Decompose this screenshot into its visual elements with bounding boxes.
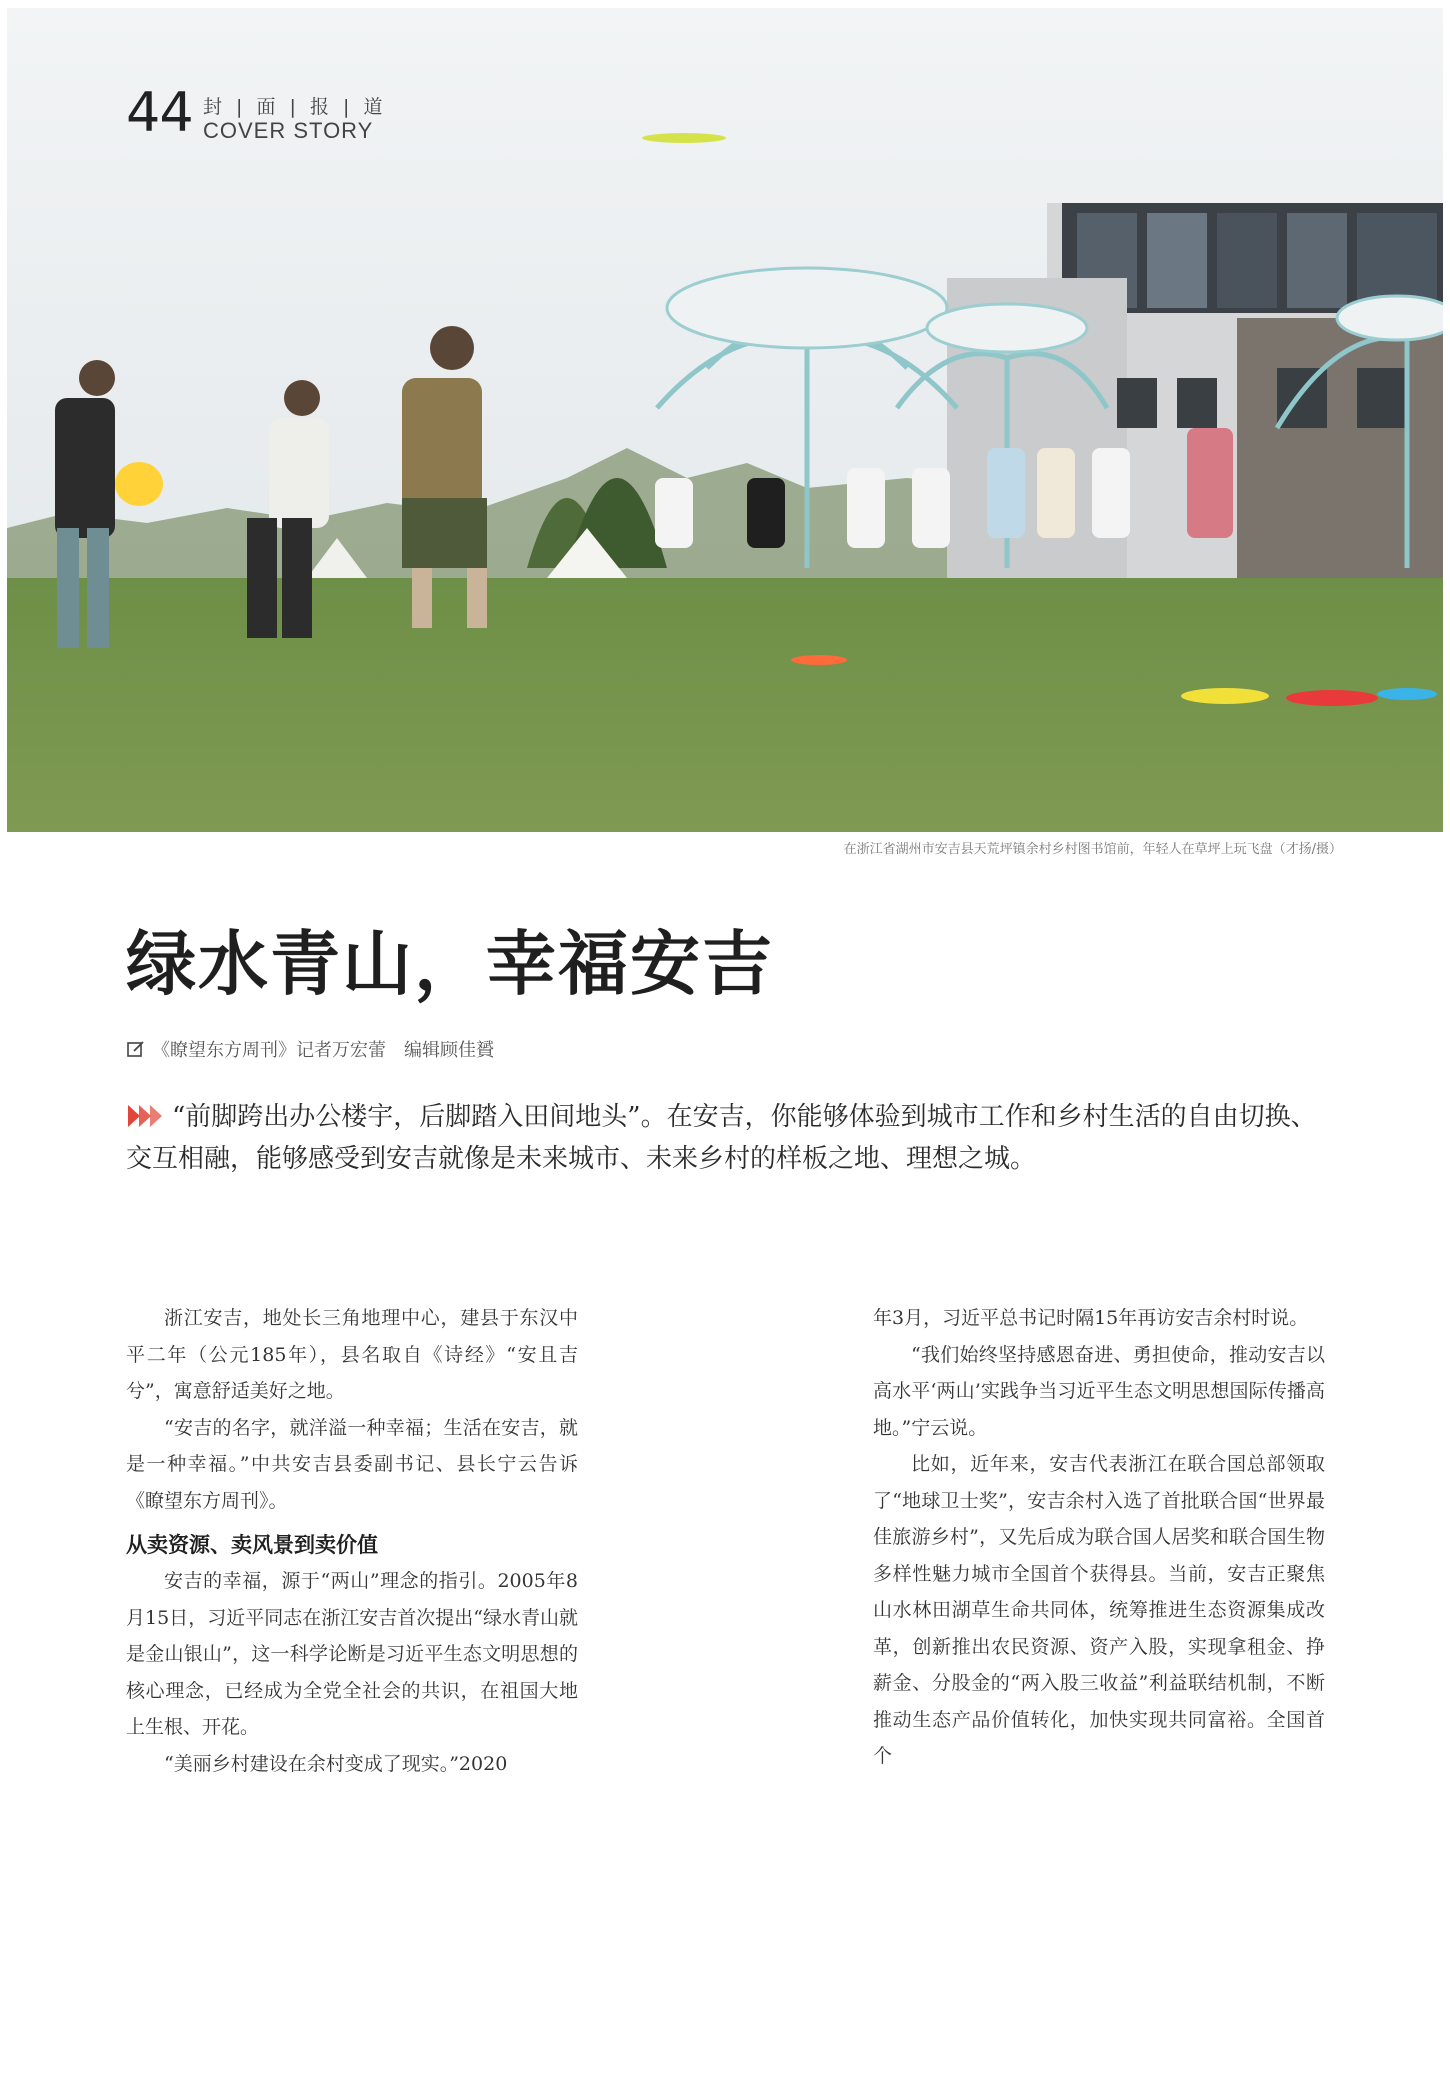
article-title: 绿水青山，幸福安吉	[126, 922, 774, 1005]
byline-text: 《瞭望东方周刊》记者万宏蕾 编辑顾佳贇	[152, 1040, 494, 1061]
body-column-left	[126, 1300, 578, 1782]
paragraph: 年3月，习近平总书记时隔15年再访安吉余村时说。	[873, 1307, 1309, 1329]
body-column-right	[873, 1300, 1325, 1775]
lead-text: “前脚跨出办公楼宇，后脚踏入田间地头”。在安吉，你能够体验到城市工作和乡村生活的自由切换、交互相融，能够感受到安吉就像是未来城市、未来乡村的样板之地、理想之城。	[126, 1102, 1317, 1174]
paragraph: “我们始终坚持感恩奋进、勇担使命，推动安吉以高水平‘两山’实践争当习近平生态文明思想国际传播高地。”宁云说。	[873, 1343, 1325, 1439]
lead-paragraph	[126, 1096, 1336, 1180]
paragraph: “安吉的名字，就洋溢一种幸福；生活在安吉，就是一种幸福。”中共安吉县委副书记、县长宁云告诉《瞭望东方周刊》。	[126, 1416, 578, 1512]
paragraph: 安吉的幸福，源于“两山”理念的指引。2005年8月15日，习近平同志在浙江安吉首次提出“绿水青山就是金山银山”，这一科学论断是习近平生态文明思想的核心理念，已经成为全党全社会的共识，在祖国大地上生根、开花。	[126, 1570, 578, 1738]
paragraph: 比如，近年来，安吉代表浙江在联合国总部领取了“地球卫士奖”，安吉余村入选了首批联合国“世界最佳旅游乡村”，又先后成为联合国人居奖和联合国生物多样性魅力城市全国首个获得县。当前，安吉正聚焦山水林田湖草生命共同体，统筹推进生态资源集成改革，创新推出农民资源、资产入股，实现拿租金、挣薪金、分股金的“两入股三收益”利益联结机制，不断推动生态产品价值转化，加快实现共同富裕。全国首个	[873, 1453, 1325, 1767]
section-label-zh: 封 | 面 | 报 | 道	[203, 96, 387, 118]
paragraph: 浙江安吉，地处长三角地理中心，建县于东汉中平二年（公元185年），县名取自《诗经》“安且吉兮”，寓意舒适美好之地。	[126, 1307, 578, 1402]
paragraph: “美丽乡村建设在余村变成了现实。”2020	[164, 1752, 508, 1775]
byline	[126, 1036, 494, 1062]
page-number: 44	[126, 81, 193, 144]
section-label-en: COVER STORY	[203, 118, 374, 143]
lead-arrow-icon	[126, 1103, 166, 1129]
edit-icon	[126, 1039, 146, 1059]
section-heading: 从卖资源、卖风景到卖价值	[126, 1533, 378, 1557]
photo-caption: 在浙江省湖州市安吉县天荒坪镇余村乡村图书馆前，年轻人在草坪上玩飞盘（才扬/摄）	[843, 842, 1342, 857]
